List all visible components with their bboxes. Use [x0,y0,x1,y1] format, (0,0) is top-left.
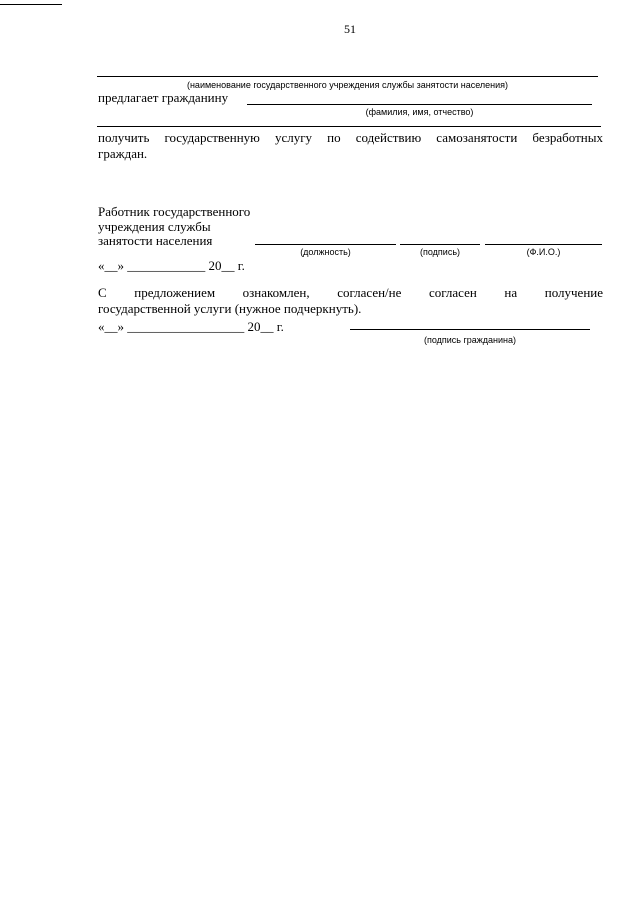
agree-text-line1: С предложением ознакомлен, согласен/не согласен на получение [98,285,603,300]
caption-citizen-signature: (подпись гражданина) [423,335,517,345]
institution-caption: (наименование государственного учреждения службы занятости населения) [186,80,509,90]
citizen-name-continuation-line [97,126,601,127]
service-text-line2: граждан. [98,146,148,161]
worker-label-line2: учреждения службы [98,219,211,234]
position-line [255,244,396,245]
page-number: 51 [344,22,356,36]
worker-label-line3: занятости населения [98,233,213,248]
name-caption: (фамилия, имя, отчество) [365,107,474,117]
signature-line [400,244,480,245]
caption-fio: (Ф.И.О.) [526,247,561,257]
caption-position: (должность) [300,247,351,257]
corner-rule [0,4,62,5]
offer-prefix: предлагает гражданину [98,90,229,105]
worker-label-line1: Работник государственного [98,204,251,219]
citizen-name-line [247,104,592,105]
date-line-citizen: «__» __________________ 20__ г. [98,319,284,334]
agree-text-line2: государственной услуги (нужное подчеркнуть). [98,301,362,316]
institution-name-line [97,76,598,77]
fio-line [485,244,602,245]
date-line-worker: «__» ____________ 20__ г. [98,258,245,273]
service-text-line1: получить государственную услугу по содействию самозанятости безработных [98,130,603,145]
citizen-signature-line [350,329,590,330]
caption-signature: (подпись) [419,247,461,257]
